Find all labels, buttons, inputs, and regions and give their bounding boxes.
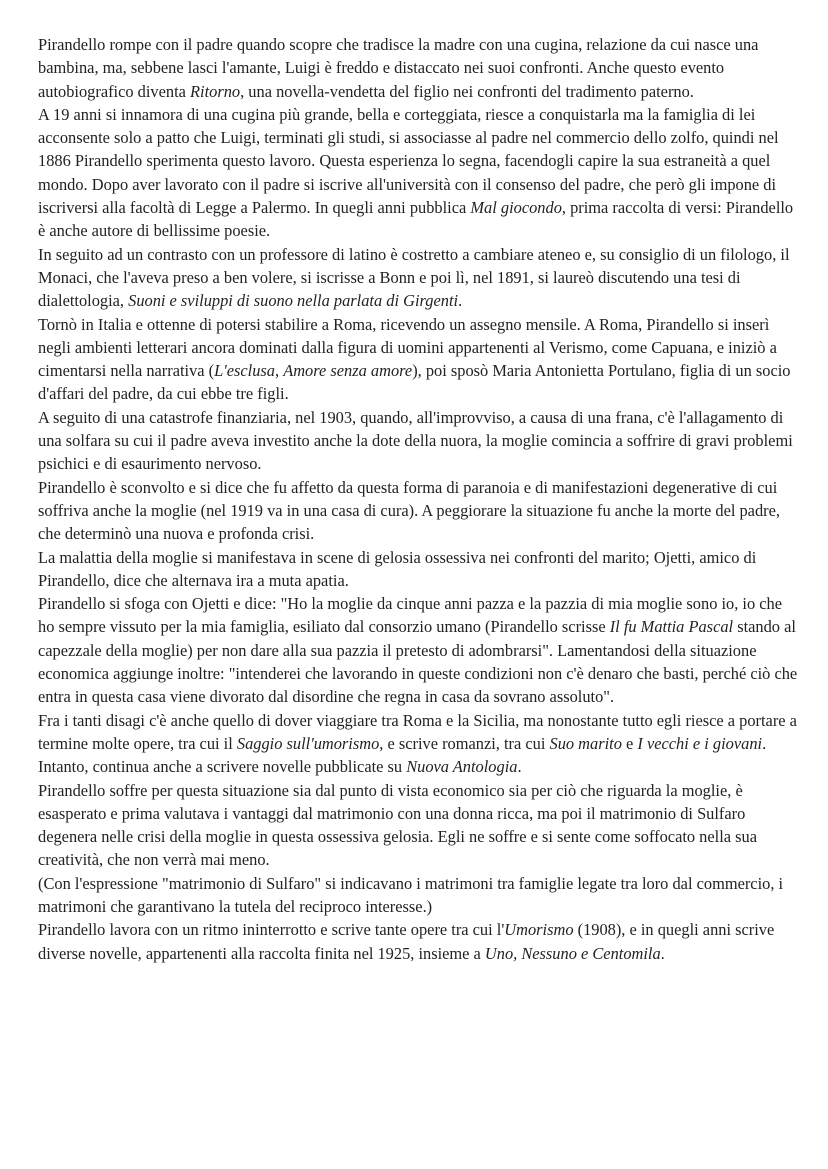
- paragraph-text: La malattia della moglie si manifestava in scene di gelosia ossessiva nei confronti del marito; Ojetti, amico di Pirandello, dice che alternava ira a muta apatia.: [38, 547, 757, 590]
- italic-title-text: Il fu Mattia Pascal: [609, 617, 734, 637]
- paragraph-text: ,: [275, 361, 284, 381]
- paragraph-text: . Intanto, continua anche a scrivere novelle pubblicate su: [38, 733, 767, 777]
- paragraph: [38, 918, 798, 965]
- paragraph-text: Pirandello rompe con il padre quando scopre che tradisce la madre con una cugina, relazione da cui nasce una bambina, ma, sebbene lasci l'amante, Luigi è freddo e distaccato nei suoi confronti. Anche questo evento autobiografico diventa: [38, 35, 759, 101]
- italic-title-text: Suoni e sviluppi di suono nella parlata di Girgenti: [128, 291, 459, 311]
- paragraph-text: Fra i tanti disagi c'è anche quello di dover viaggiare tra Roma e la Sicilia, ma nonostante tutto egli riesce a portare a termine molte opere, tra cui il: [38, 710, 797, 753]
- paragraph-text: Tornò in Italia e ottenne di potersi stabilire a Roma, ricevendo un assegno mensile. A Roma, Pirandello si inserì negli ambienti letterari ancora dominati dalla figura di uomini appartenenti al Verismo, come Capuana, e iniziò a cimentarsi nella narrativa (: [38, 314, 777, 381]
- italic-title-text: Amore senza amore: [283, 361, 413, 381]
- paragraph-text: Pirandello è sconvolto e si dice che fu affetto da questa forma di paranoia e di manifestazioni degenerative di cui soffriva anche la moglie (nel 1919 va in una casa di cura). A peggiorare la situazione fu anche la morte del padre, che determinò una nuova e profonda crisi.: [38, 477, 780, 544]
- paragraph: [38, 779, 798, 872]
- paragraph-text: (1908), e in quegli anni scrive diverse novelle, appartenenti alla raccolta finita nel 1925, insieme a: [38, 920, 775, 963]
- paragraph-text: e: [621, 733, 638, 753]
- italic-title-text: Suo marito: [549, 733, 622, 753]
- paragraph: [38, 872, 798, 919]
- paragraph: [38, 33, 798, 103]
- italic-title-text: Uno, Nessuno e Centomila: [484, 943, 661, 963]
- paragraph: [38, 313, 798, 406]
- italic-title-text: Umorismo: [504, 920, 574, 940]
- italic-title-text: L'esclusa: [214, 361, 275, 381]
- paragraph: [38, 476, 798, 546]
- italic-title-text: I vecchi e i giovani: [637, 733, 763, 753]
- paragraph-text: , prima raccolta di versi: Pirandello è anche autore di bellissime poesie.: [38, 198, 794, 241]
- paragraph: [38, 406, 798, 476]
- paragraph: [38, 243, 798, 313]
- paragraph-text: ), poi sposò Maria Antonietta Portulano, figlia di un socio d'affari del padre, da cui ebbe tre figli.: [38, 361, 791, 404]
- paragraph: [38, 546, 798, 593]
- paragraph-text: , una novella-vendetta del figlio nei confronti del tradimento paterno.: [240, 81, 694, 101]
- paragraph: [38, 709, 798, 779]
- document-body: [38, 33, 798, 965]
- paragraph-text: In seguito ad un contrasto con un professore di latino è costretto a cambiare ateneo e, su consiglio di un filologo, il Monaci, che l'aveva preso a ben volere, si iscrisse a Bonn e poi lì, nel 1891, si laureò discutendo una tesi di dialettologia,: [38, 244, 790, 311]
- paragraph-text: .: [517, 757, 522, 777]
- italic-title-text: Mal giocondo: [470, 198, 562, 218]
- paragraph-text: Pirandello si sfoga con Ojetti e dice: "Ho la moglie da cinque anni pazza e la pazzia di mia moglie sono io, io che ho sempre vissuto per la mia famiglia, esiliato dal consorzio umano (Pirandello scrisse: [38, 594, 783, 637]
- paragraph-text: Pirandello soffre per questa situazione sia dal punto di vista economico sia per ciò che riguarda la moglie, è esasperato e prima valutava i vantaggi dal matrimonio con una donna ricca, ma poi il matrimonio di Sulfaro degenera nelle crisi della moglie in questa ossessiva gelosia. Egli ne soffre e si sente come soffocato nella sua creatività, che non verrà mai meno.: [38, 780, 757, 870]
- paragraph-text: , e scrive romanzi, tra cui: [379, 733, 550, 753]
- italic-title-text: Nuova Antologia: [406, 757, 518, 777]
- paragraph-text: (Con l'espressione "matrimonio di Sulfaro" si indicavano i matrimoni tra famiglie legate tra loro dal commercio, i matrimoni che garantivano la tutela del reciproco interesse.): [38, 873, 784, 916]
- paragraph: [38, 592, 798, 708]
- italic-title-text: Saggio sull'umorismo: [236, 733, 380, 753]
- italic-title-text: Ritorno: [190, 81, 241, 101]
- paragraph-text: A seguito di una catastrofe finanziaria, nel 1903, quando, all'improvviso, a causa di una frana, c'è l'allagamento di una solfara su cui il padre aveva investito anche la dote della nuora, la moglie comincia a soffrire di gravi problemi psichici e di esaurimento nervoso.: [38, 407, 793, 474]
- paragraph-text: .: [458, 291, 463, 311]
- paragraph-text: .: [660, 943, 665, 963]
- paragraph-text: A 19 anni si innamora di una cugina più grande, bella e corteggiata, riesce a conquistarla ma la famiglia di lei acconsente solo a patto che Luigi, terminati gli studi, si associasse al padre nel commercio dello zolfo, quindi nel 1886 Pirandello sperimenta questo lavoro. Questa esperienza lo segna, facendogli capire la sua estraneità a quel mondo. Dopo aver lavorato con il padre si iscrive all'università con il consenso del padre, che però gli impone di iscriversi alla facoltà di Legge a Palermo. In quegli anni pubblica: [38, 104, 779, 218]
- paragraph-text: stando al capezzale della moglie) per non dare alla sua pazzia il pretesto di adombrarsi". Lamentandosi della situazione economica aggiunge inoltre: "intenderei che lavorando in queste condizioni non c'è denaro che basti, perché ciò che entra in questa casa viene divorato dal disordine che regna in casa da sovrano assoluto".: [38, 617, 798, 707]
- paragraph-text: Pirandello lavora con un ritmo ininterrotto e scrive tante opere tra cui l': [38, 920, 505, 940]
- document-page: [38, 33, 798, 965]
- paragraph: [38, 103, 798, 243]
